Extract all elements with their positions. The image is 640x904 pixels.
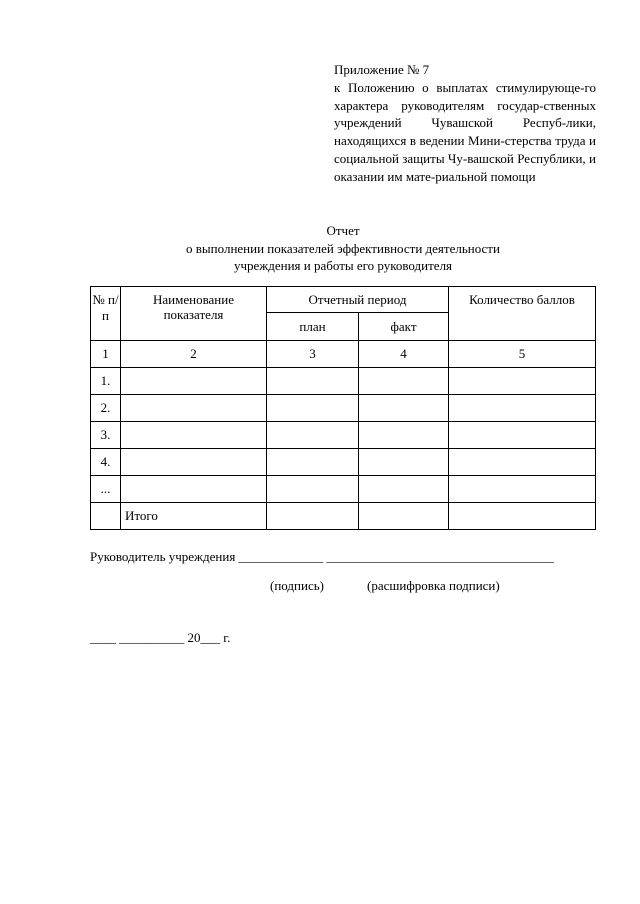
report-table [90, 286, 596, 530]
row-fact [359, 503, 449, 530]
row-number: 1. [91, 368, 121, 395]
row-plan [267, 395, 359, 422]
table-row-total [91, 503, 596, 530]
date-line: ____ __________ 20___ г. [90, 630, 231, 645]
row-score [449, 503, 596, 530]
header-number: № п/п [91, 287, 121, 341]
report-heading [90, 222, 596, 275]
column-number: 4 [359, 341, 449, 368]
row-indicator-name [121, 368, 267, 395]
column-number: 5 [449, 341, 596, 368]
row-score [449, 368, 596, 395]
column-number: 3 [267, 341, 359, 368]
column-number: 1 [91, 341, 121, 368]
row-number: 3. [91, 422, 121, 449]
report-subtitle-2: учреждения и работы его руководителя [233, 258, 453, 273]
row-indicator-name [121, 395, 267, 422]
signature-caption: (подпись) [270, 578, 324, 593]
row-total-label: Итого [121, 503, 267, 530]
column-number-row [91, 341, 596, 368]
row-score [449, 449, 596, 476]
row-fact [359, 476, 449, 503]
row-indicator-name [121, 476, 267, 503]
appendix-block [334, 61, 596, 186]
row-number: 2. [91, 395, 121, 422]
row-indicator-name [121, 449, 267, 476]
table-row [91, 395, 596, 422]
row-number: 4. [91, 449, 121, 476]
header-score: Количество баллов [449, 287, 596, 341]
row-fact [359, 422, 449, 449]
header-reporting-period: Отчетный период [267, 287, 449, 313]
appendix-text: к Положению о выплатах стимулирующе-го характера руководителям государ-ственных учреждений Чувашской Респуб-лики, находящихся в ведении Мини-стерства труда и социальной защиты Чу-вашской Республики, и оказании им мате-риальной помощи [334, 79, 596, 184]
row-score [449, 476, 596, 503]
signature-decoding-caption: (расшифровка подписи) [367, 578, 500, 593]
report-title: Отчет [326, 223, 360, 238]
header-fact: факт [359, 313, 449, 341]
table-row [91, 449, 596, 476]
row-plan [267, 422, 359, 449]
report-subtitle-1: о выполнении показателей эффективности деятельности [186, 240, 500, 256]
row-number: ... [91, 476, 121, 503]
table-row [91, 476, 596, 503]
table-row [91, 368, 596, 395]
row-plan [267, 449, 359, 476]
row-fact [359, 449, 449, 476]
row-plan [267, 476, 359, 503]
row-plan [267, 368, 359, 395]
table-row [91, 422, 596, 449]
row-score [449, 422, 596, 449]
header-plan: план [267, 313, 359, 341]
appendix-number: Приложение № 7 [334, 62, 430, 77]
row-number [91, 503, 121, 530]
row-fact [359, 395, 449, 422]
header-indicator-name: Наименование показателя [121, 287, 267, 341]
row-plan [267, 503, 359, 530]
row-score [449, 395, 596, 422]
row-fact [359, 368, 449, 395]
row-indicator-name [121, 422, 267, 449]
column-number: 2 [121, 341, 267, 368]
signature-line: Руководитель учреждения _____________ ___________________________________ [90, 549, 554, 564]
